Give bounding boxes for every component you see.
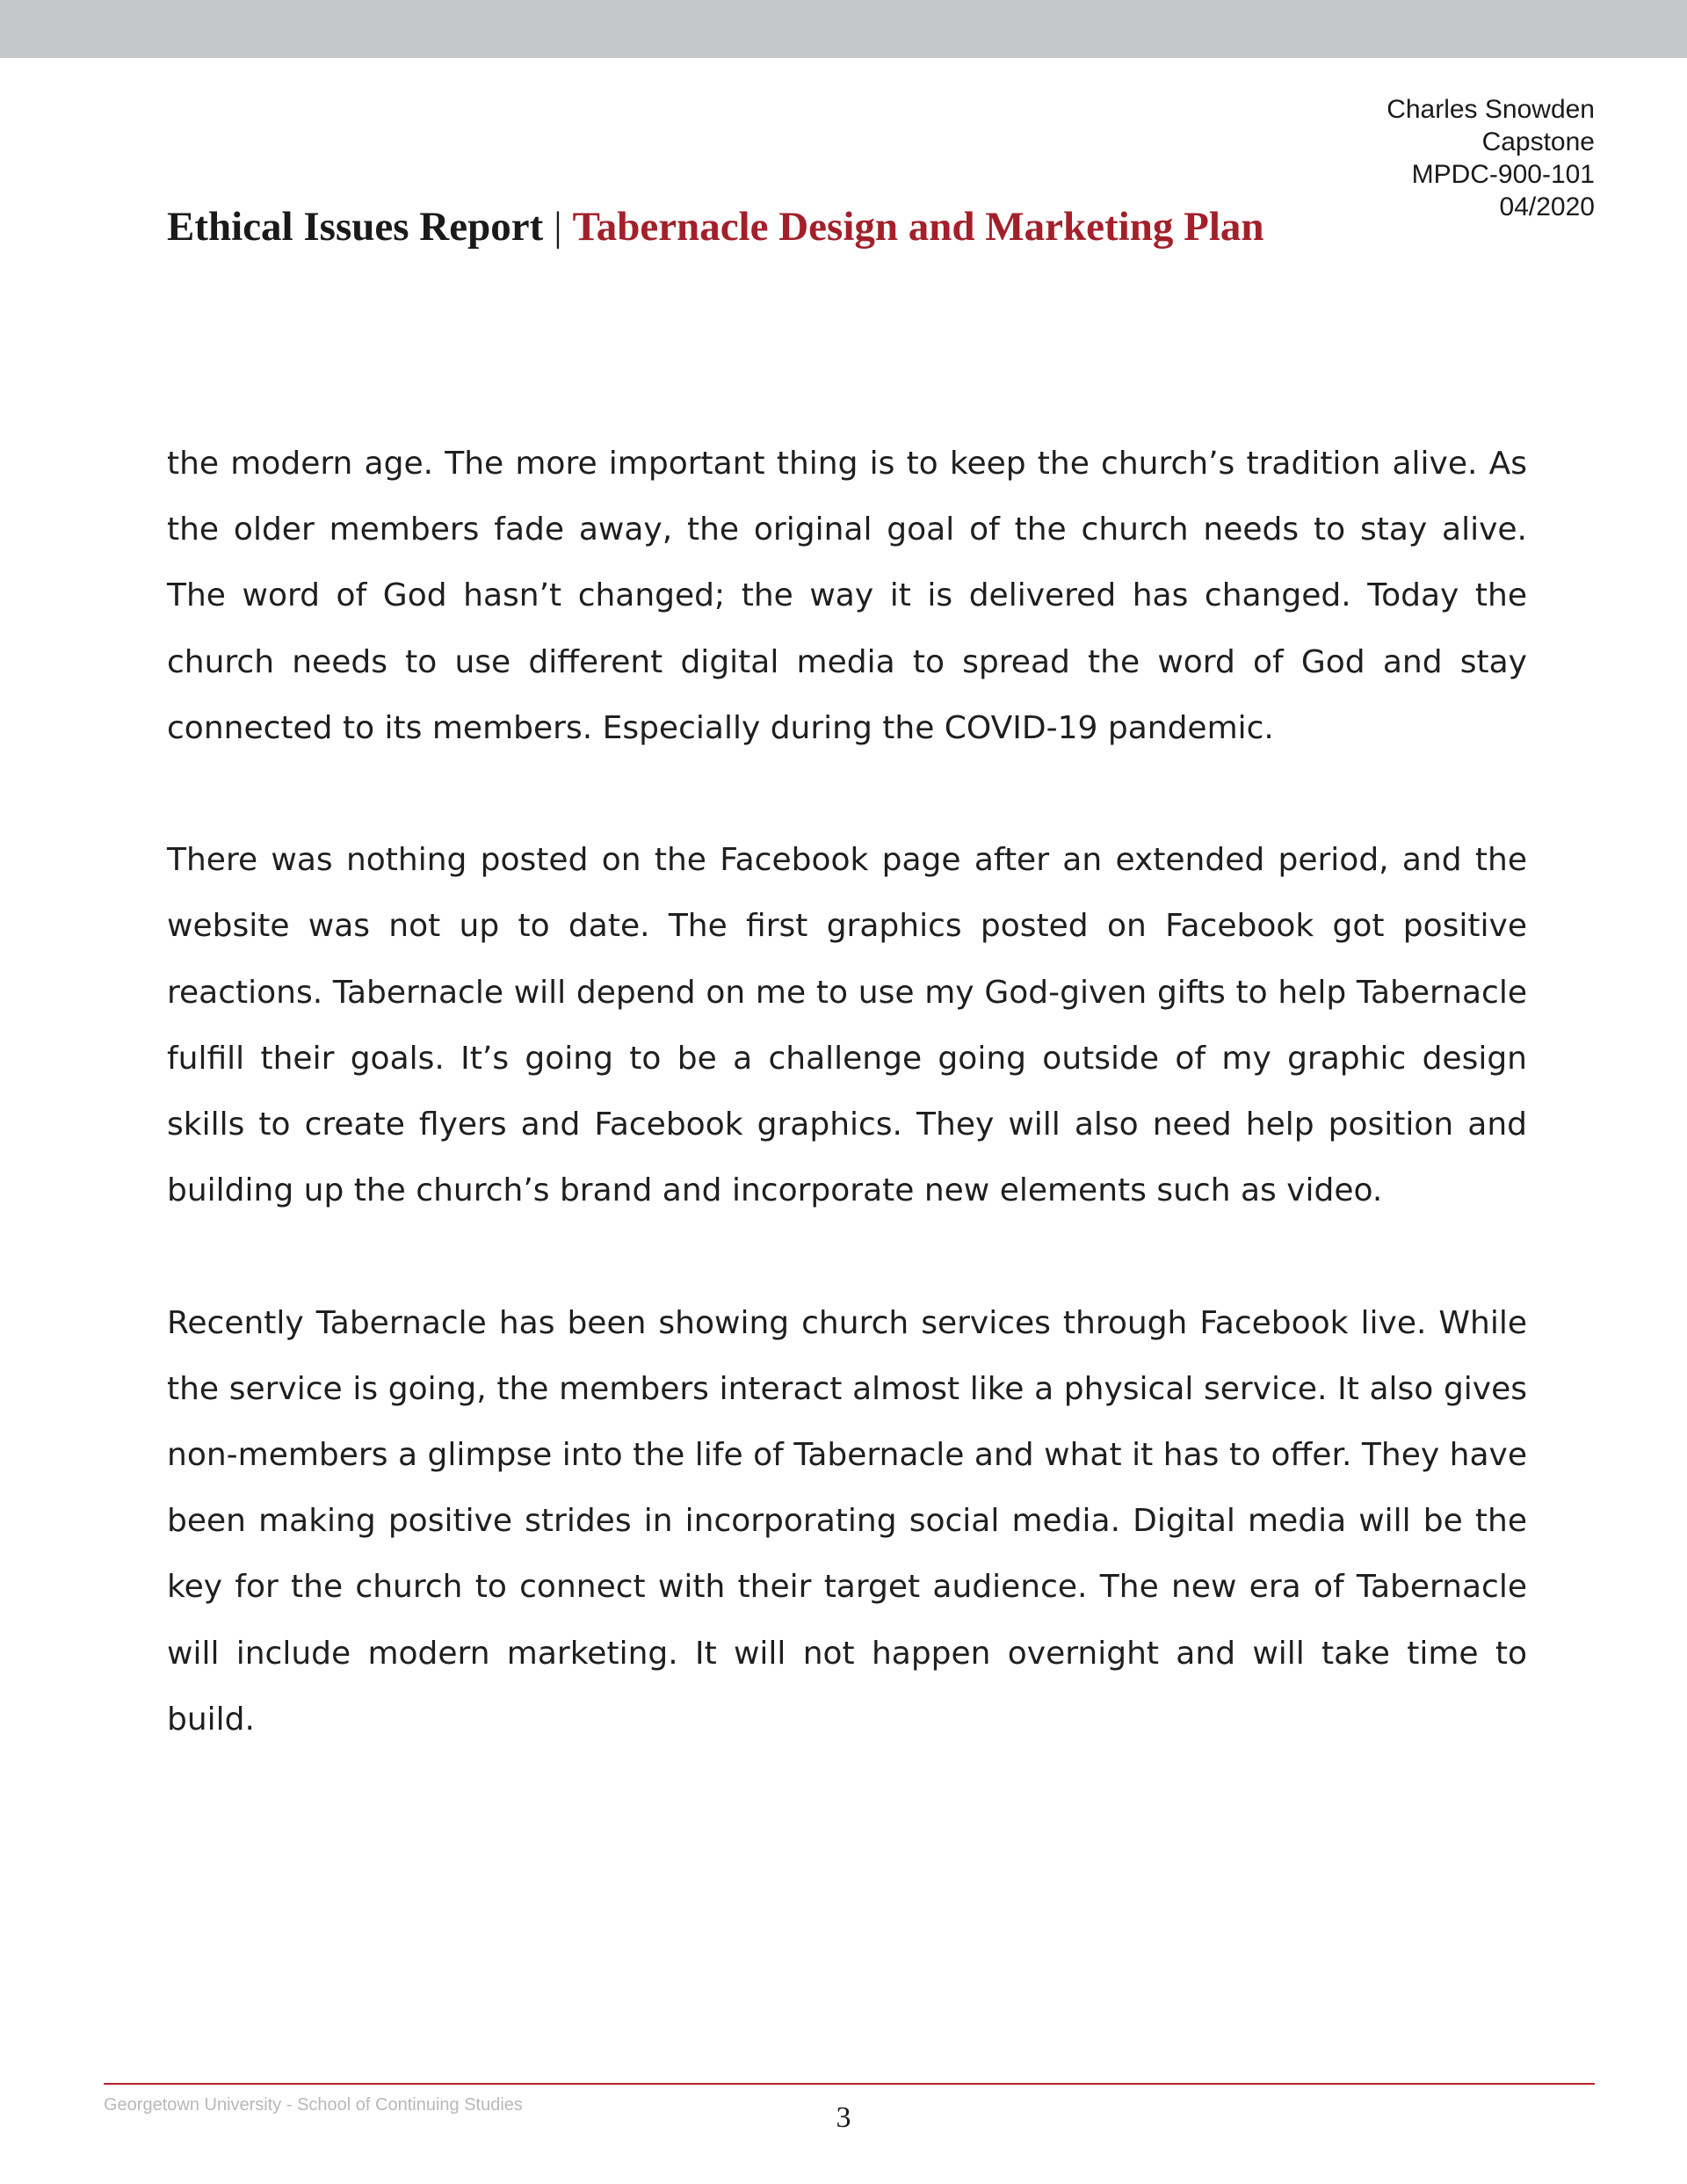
body-text [167,431,1527,1818]
author-name: Charles Snowden [1387,95,1595,124]
footer-rule [104,2083,1595,2085]
top-gray-bar [0,0,1687,58]
report-header [167,200,1264,253]
header-separator: | [554,204,562,250]
report-date: 04/2020 [1499,192,1595,221]
footer-organization: Georgetown University - School of Continuing Studies [104,2095,523,2115]
plan-title: Tabernacle Design and Marketing Plan [572,204,1264,250]
paragraph-1: the modern age. The more important thing is to keep the church’s tradition alive. As the older members fade away, the original goal of the church needs to stay alive. The word of God hasn’t changed; the way it is delivered has changed. Today the church needs to use different digital media to spread the word of God and stay connected to its members. Especially during the COVID-19 pandemic. [167,446,1527,746]
course-code: MPDC-900-101 [1411,160,1595,189]
paragraph-2: There was nothing posted on the Facebook page after an extended period, and the website was not up to date. The first graphics posted on Facebook got positive reactions. Tabernacle will depend on me to use my God-given gifts to help Tabernacle fulfill their goals. It’s going to be a challenge going outside of my graphic design skills to create flyers and Facebook graphics. They will also need help position and building up the church’s brand and incorporate new elements such as video. [167,842,1527,1209]
page-number: 3 [836,2101,851,2134]
section-title: Ethical Issues Report [167,204,544,250]
course-name: Capstone [1481,127,1595,156]
paragraph-3: Recently Tabernacle has been showing church services through Facebook live. While the service is going, the members interact almost like a physical service. It also gives non-members a glimpse into the life of Tabernacle and what it has to offer. They have been making positive strides in incorporating social media. Digital media will be the key for the church to connect with their target audience. The new era of Tabernacle will include modern marketing. It will not happen overnight and will take time to build. [167,1304,1527,1738]
